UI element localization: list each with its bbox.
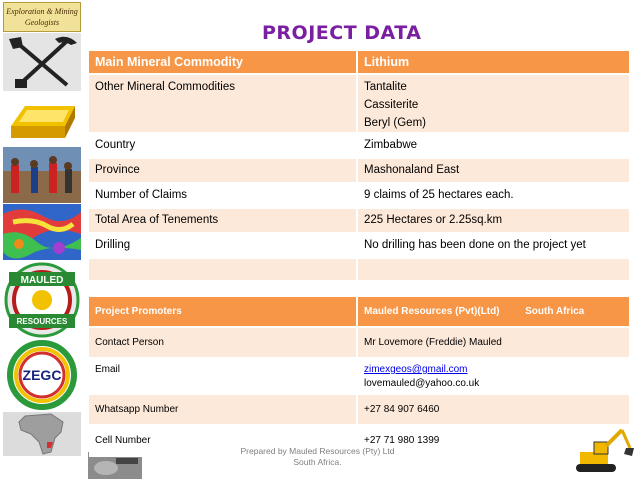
drilling-team-photo [3,147,81,203]
row-value: Zimbabwe [357,133,629,158]
row-value: 9 claims of 25 hectares each. [357,183,629,208]
mauled-logo-top-text: MAULED [20,275,64,286]
mauled-logo-bottom-text: RESOURCES [16,317,68,326]
promoters-header-value [357,297,629,327]
row-label: Contact Person [89,327,357,358]
table-row [89,327,629,358]
row-label: Number of Claims [89,183,357,208]
value-line: Tantalite [364,81,407,93]
company-name: Mauled Resources (Pvt)(Ltd) [364,306,500,317]
table-row [89,208,629,233]
row-value: Mr Lovemore (Freddie) Mauled [357,327,629,358]
page-title: PROJECT DATA [262,22,422,44]
africa-map-image [3,412,81,456]
excavator-icon [572,424,634,476]
row-label: Other Mineral Commodities [89,74,357,133]
value-line: Beryl (Gem) [364,117,426,129]
row-label: Country [89,133,357,158]
row-label: Cell Number [89,425,357,456]
footer-line1: Prepared by Mauled Resources (Pty) Ltd [240,446,395,456]
header-label: Main Mineral Commodity [89,51,357,74]
zegc-logo [3,340,81,410]
row-label: Total Area of Tenements [89,208,357,233]
table-row [89,133,629,158]
geological-map-image [3,204,81,260]
table-header-row [89,51,629,74]
table-row [89,158,629,183]
row-value: +27 71 980 1399 [357,425,629,456]
image-strip [0,0,86,479]
shovel-pickaxe-image [3,33,81,91]
promoters-header-row [89,297,629,327]
table-row [89,358,629,394]
email-secondary: lovemauled@yahoo.co.uk [364,378,480,389]
promoters-header-label: Project Promoters [89,297,357,327]
footer-line2: South Africa. [293,457,342,467]
footer [210,446,425,468]
row-label: Drilling [89,233,357,258]
company-country: South Africa [525,306,585,317]
row-value: 225 Hectares or 2.25sq.km [357,208,629,233]
email-link[interactable]: zimexgeos@gmail.com [364,364,468,375]
promoters-table [89,297,629,457]
row-value: +27 84 907 6460 [357,394,629,425]
table-row [89,394,629,425]
row-label: Province [89,158,357,183]
logo-text-line1: Exploration & Mining [6,7,78,16]
mauled-resources-logo [3,262,81,338]
row-value [357,358,629,394]
row-label: Email [89,358,357,394]
row-value-empty [357,258,629,281]
table-row [89,233,629,258]
value-line: Cassiterite [364,99,419,111]
row-value: No drilling has been done on the project yet [357,233,629,258]
header-value: Lithium [357,51,629,74]
logo-text-line2: Geologists [24,18,60,27]
exploration-mining-logo [3,2,81,32]
row-value: Mashonaland East [357,158,629,183]
row-value [357,74,629,133]
table-row [89,74,629,133]
table-row [89,183,629,208]
row-label-empty [89,258,357,281]
row-label: Whatsapp Number [89,394,357,425]
gold-bar-image [3,92,81,146]
zegc-logo-text: ZEGC [22,367,62,383]
project-data-table [89,51,629,282]
table-row-empty [89,258,629,281]
